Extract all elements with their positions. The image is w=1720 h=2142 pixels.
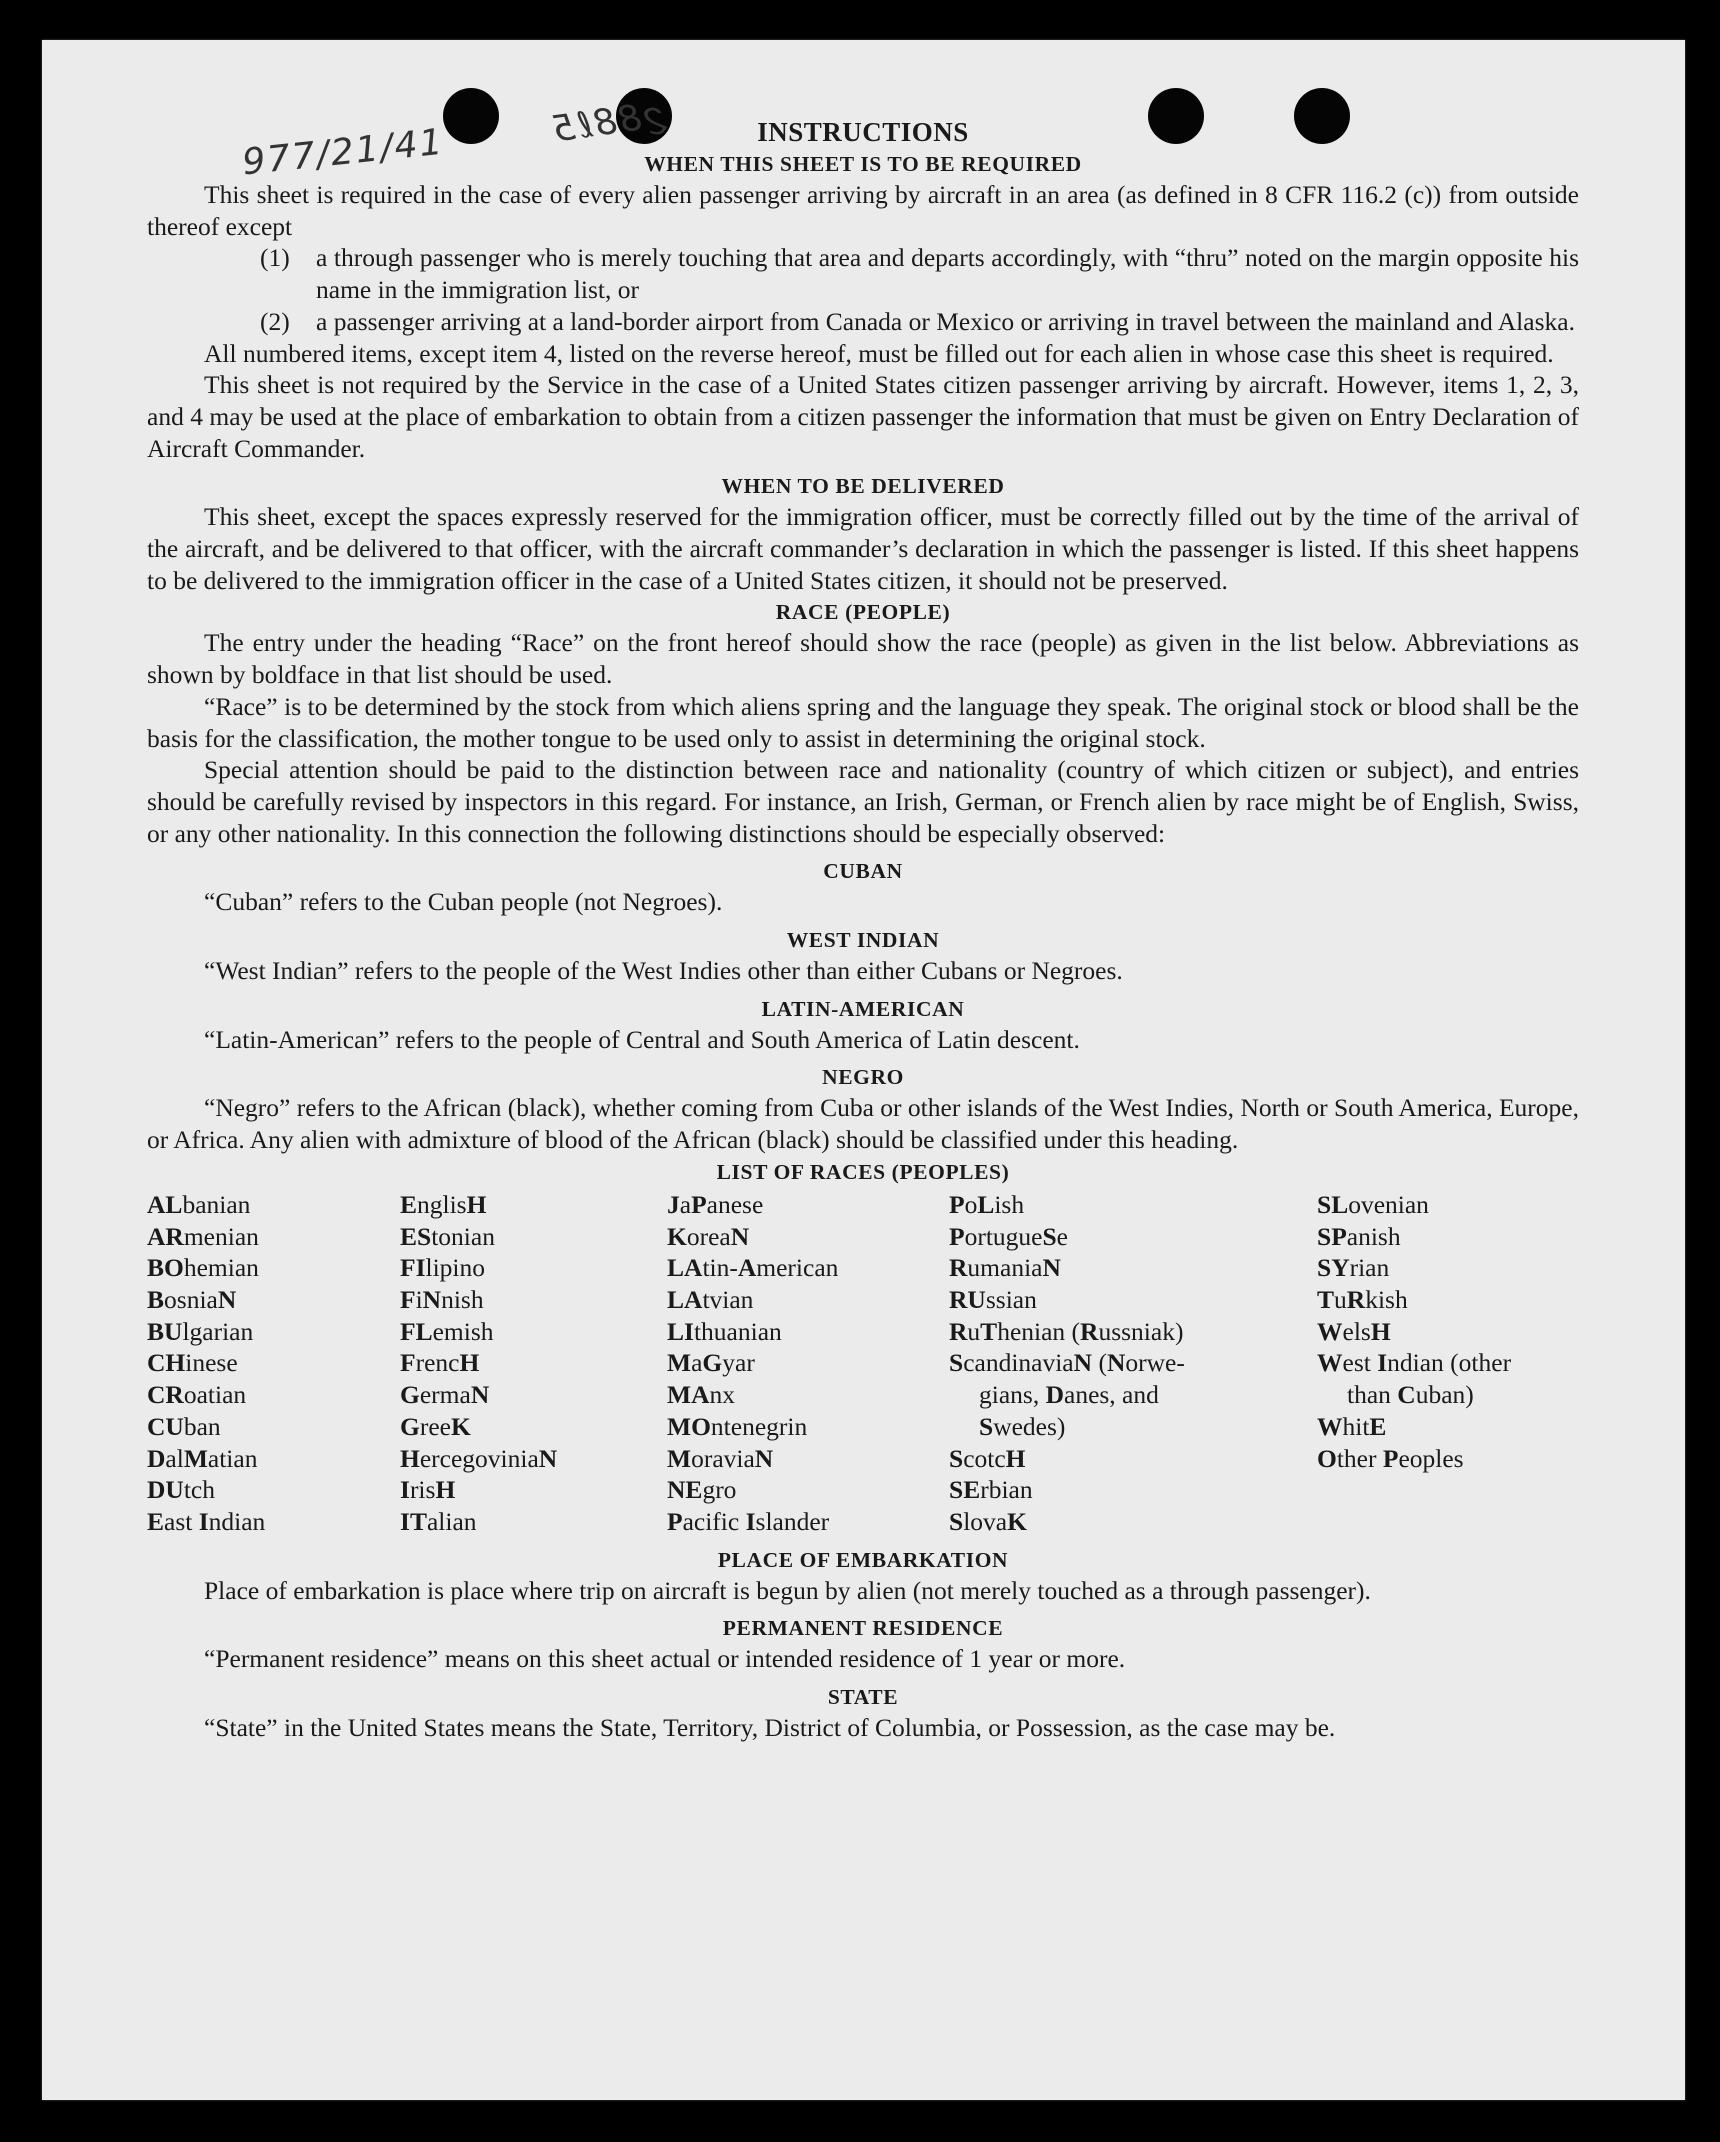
- race-entry: ALbanian: [147, 1189, 251, 1219]
- race-entry: ScandinaviaN (Norwe-: [949, 1348, 1185, 1378]
- race-entry: East Indian: [147, 1506, 266, 1536]
- heading-state: STATE: [827, 1685, 899, 1710]
- races-column: [400, 1189, 667, 1538]
- race-entry: BosniaN: [147, 1284, 237, 1314]
- race-entry: Other Peoples: [1317, 1443, 1464, 1473]
- race-entry: CRoatian: [147, 1380, 247, 1410]
- races-column: [667, 1189, 949, 1538]
- race-entry: GreeK: [400, 1411, 471, 1441]
- race-entry: MoraviaN: [667, 1443, 774, 1473]
- race-entry: SlovaK: [949, 1506, 1027, 1536]
- heading-west-indian: WEST INDIAN: [786, 928, 940, 953]
- race-entry-continued: gians, Danes, and: [979, 1380, 1159, 1410]
- race-entry: KoreaN: [667, 1221, 750, 1251]
- race-entry: MAnx: [667, 1380, 735, 1410]
- race-entry: PortugueSe: [949, 1221, 1068, 1251]
- exception-item: [260, 306, 1579, 338]
- race-entry: SYrian: [1317, 1253, 1390, 1283]
- race-entry: WelsH: [1317, 1316, 1391, 1346]
- heading-permanent-residence: PERMANENT RESIDENCE: [722, 1616, 1004, 1641]
- races-column: [147, 1189, 400, 1538]
- exception-text: a through passenger who is merely touching that area and departs accordingly, with “thru” noted on the margin opposite his name in the immigration list, or: [316, 243, 1579, 305]
- race-entry: ScotcH: [949, 1443, 1026, 1473]
- race-entry: SErbian: [949, 1475, 1033, 1505]
- race-entry-continued: Swedes): [979, 1411, 1066, 1441]
- race-entry: RUssian: [949, 1284, 1037, 1314]
- race-entry: West Indian (other: [1317, 1348, 1512, 1378]
- race-entry: TuRkish: [1317, 1284, 1408, 1314]
- race-entry: RuThenian (Russniak): [949, 1316, 1184, 1346]
- definition-negro: “Negro” refers to the African (black), whether coming from Cuba or other islands of the West Indies, North or South America, Europe, or Africa. Any alien with admixture of blood of the African (black) should be classified under this heading.: [147, 1093, 1579, 1155]
- race-entry: NEgro: [667, 1475, 737, 1505]
- races-column: [1317, 1189, 1579, 1538]
- race-para-2: “Race” is to be determined by the stock from which aliens spring and the language they speak. The original stock or blood shall be the basis for the classification, the mother tongue to be used only to assist in determining the original stock.: [147, 691, 1579, 753]
- race-entry: MaGyar: [667, 1348, 755, 1378]
- heading-race: RACE (PEOPLE): [775, 600, 951, 625]
- race-entry-continued: than Cuban): [1347, 1380, 1474, 1410]
- races-column: [949, 1189, 1317, 1538]
- race-entry: SPanish: [1317, 1221, 1401, 1251]
- race-para-1: The entry under the heading “Race” on the front hereof should show the race (people) as given in the list below. Abbreviations as shown by boldface in that list should be used.: [147, 628, 1579, 690]
- race-entry: FIlipino: [400, 1253, 486, 1283]
- race-entry: BUlgarian: [147, 1316, 254, 1346]
- instructions-content: [147, 114, 1579, 1744]
- exception-text: a passenger arriving at a land-border airport from Canada or Mexico or arriving in travel between the mainland and Alaska.: [316, 306, 1575, 336]
- handwritten-note-right: ϩ88ℓ5: [547, 94, 668, 151]
- race-entry: PoLish: [949, 1189, 1025, 1219]
- definition-west-indian: “West Indian” refers to the people of the West Indies other than either Cubans or Negroes.: [204, 956, 1123, 986]
- definition-latin-american: “Latin-American” refers to the people of Central and South America of Latin descent.: [204, 1024, 1080, 1054]
- race-entry: EnglisH: [400, 1189, 487, 1219]
- definition-cuban: “Cuban” refers to the Cuban people (not Negroes).: [204, 887, 723, 917]
- race-entry: CHinese: [147, 1348, 238, 1378]
- heading-when-required: WHEN THIS SHEET IS TO BE REQUIRED: [644, 152, 1082, 176]
- heading-list-of-races: LIST OF RACES (PEOPLES): [716, 1159, 1010, 1184]
- race-entry: WhitE: [1317, 1411, 1387, 1441]
- residence-text: “Permanent residence” means on this sheet actual or intended residence of 1 year or more.: [204, 1644, 1126, 1674]
- required-para-items: All numbered items, except item 4, listed on the reverse hereof, must be filled out for each alien in whose case this sheet is required.: [204, 338, 1554, 368]
- race-entry: DalMatian: [147, 1443, 258, 1473]
- exception-number: (1): [260, 243, 290, 273]
- race-entry: LAtin-American: [667, 1253, 839, 1283]
- races-table: [147, 1189, 1579, 1538]
- race-entry: BOhemian: [147, 1253, 259, 1283]
- embarkation-text: Place of embarkation is place where trip on aircraft is begun by alien (not merely touched as a through passenger).: [204, 1575, 1371, 1605]
- state-text: “State” in the United States means the State, Territory, District of Columbia, or Possession, as the case may be.: [204, 1713, 1336, 1743]
- race-entry: RumaniaN: [949, 1253, 1061, 1283]
- exception-item: [260, 242, 1579, 305]
- race-entry: ARmenian: [147, 1221, 259, 1251]
- race-entry: ITalian: [400, 1506, 477, 1536]
- race-entry: HercegoviniaN: [400, 1443, 558, 1473]
- handwritten-note-left: 977/21/41: [240, 121, 447, 184]
- race-entry: IrisH: [400, 1475, 456, 1505]
- race-entry: GermaN: [400, 1380, 490, 1410]
- heading-cuban: CUBAN: [823, 859, 903, 884]
- heading-place-of-embarkation: PLACE OF EMBARKATION: [717, 1547, 1009, 1572]
- required-para-citizen: This sheet is not required by the Service in the case of a United States citizen passenger arriving by aircraft. However, items 1, 2, 3, and 4 may be used at the place of embarkation to obtain from a citizen passenger the information that must be given on Entry Declaration of Aircraft Commander.: [147, 370, 1579, 463]
- heading-when-delivered: WHEN TO BE DELIVERED: [721, 474, 1005, 499]
- race-entry: FLemish: [400, 1316, 494, 1346]
- race-entry: Pacific Islander: [667, 1506, 830, 1536]
- race-entry: CUban: [147, 1411, 221, 1441]
- race-entry: MOntenegrin: [667, 1411, 808, 1441]
- race-entry: JaPanese: [667, 1189, 764, 1219]
- heading-negro: NEGRO: [822, 1065, 904, 1090]
- race-para-3: Special attention should be paid to the distinction between race and nationality (country of which citizen or subject), and entries should be carefully revised by inspectors in this regard. For instance, an Irish, German, or French alien by race might be of English, Swiss, or any other nationality. In this connection the following distinctions should be especially observed:: [147, 755, 1579, 848]
- race-entry: DUtch: [147, 1475, 215, 1505]
- race-entry: EStonian: [400, 1221, 495, 1251]
- race-entry: SLovenian: [1317, 1189, 1429, 1219]
- page-title: INSTRUCTIONS: [757, 117, 969, 147]
- race-entry: LAtvian: [667, 1284, 754, 1314]
- exception-number: (2): [260, 306, 290, 336]
- race-entry: LIthuanian: [667, 1316, 782, 1346]
- heading-latin-american: LATIN-AMERICAN: [761, 996, 965, 1021]
- race-entry: FrencH: [400, 1348, 480, 1378]
- delivered-text: This sheet, except the spaces expressly reserved for the immigration officer, must be correctly filled out by the time of the arrival of the aircraft, and be delivered to that officer, with the aircraft commander’s declaration in which the passenger is listed. If this sheet happens to be delivered to the immigration officer in the case of a United States citizen, it should not be preserved.: [147, 502, 1579, 595]
- required-intro: This sheet is required in the case of every alien passenger arriving by aircraft in an area (as defined in 8 CFR 116.2 (c)) from outside thereof except: [147, 180, 1579, 241]
- race-entry: FiNnish: [400, 1284, 484, 1314]
